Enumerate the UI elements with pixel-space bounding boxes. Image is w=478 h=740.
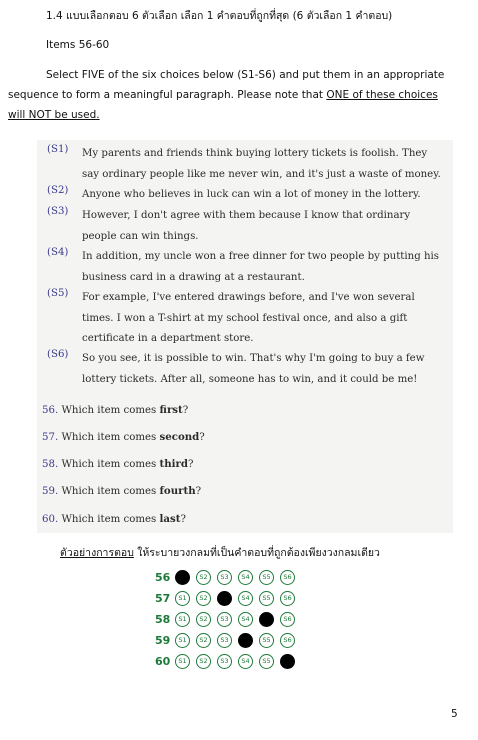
answer-bubble[interactable]: S1 (175, 654, 190, 669)
question-text: Which item comes (61, 486, 160, 497)
choice-text: For example, I've entered drawings before, and I've won several times. I won a T-shirt at my school festival once, and also a gift certificate in a department store. (82, 292, 415, 344)
choice-text: My parents and friends think buying lottery tickets is foolish. They say ordinary people like me never win, and it's just a waste of money. (82, 148, 441, 180)
question-mark: ? (199, 432, 205, 443)
instructions (8, 65, 458, 125)
answer-bubble[interactable]: S1 (175, 612, 190, 627)
question-mark: ? (182, 405, 189, 416)
answer-bubble[interactable]: S1 (175, 633, 190, 648)
answer-bubble[interactable]: S3 (217, 612, 232, 627)
question-text: Which item comes (61, 405, 160, 416)
answer-row (155, 570, 315, 588)
answer-row (155, 654, 315, 672)
items-label: Items 56-60 (46, 39, 110, 51)
question-number: 56. (42, 405, 59, 416)
choice-label: (S5) (47, 288, 69, 299)
answer-row-number: 57 (155, 592, 171, 605)
choice-label: (S6) (47, 349, 69, 360)
question-number: 60. (42, 514, 59, 525)
choice-s1 (37, 144, 447, 188)
answer-bubble[interactable]: S4 (238, 654, 253, 669)
choice-label: (S3) (47, 206, 69, 217)
example-label: ตัวอย่างการตอบ (60, 547, 134, 559)
question-image (37, 140, 453, 533)
question-keyword: second (159, 431, 200, 443)
question-59 (42, 485, 201, 497)
answer-bubble-filled[interactable]: S6 (280, 654, 295, 669)
example-text: ให้ระบายวงกลมที่เป็นคำตอบที่ถูกต้องเพียงวงกลมเดียว (133, 547, 380, 559)
answer-bubble-filled[interactable]: S5 (259, 612, 274, 627)
choice-text: So you see, it is possible to win. That's why I'm going to buy a few lottery tickets. After all, someone has to win, and it could be me! (82, 353, 425, 385)
answer-row-number: 59 (155, 634, 171, 647)
answer-bubble-filled[interactable]: S4 (238, 633, 253, 648)
question-keyword: third (159, 458, 189, 470)
instruction-text: Select FIVE of the six choices below (S1-S6) and put them in an appropriate sequence to form a meaningful paragraph. Please note that (8, 69, 445, 101)
answer-bubble[interactable]: S2 (196, 633, 211, 648)
question-number: 57. (42, 432, 59, 443)
answer-bubble[interactable]: S4 (238, 591, 253, 606)
choice-label: (S2) (47, 185, 69, 196)
answer-bubble[interactable]: S5 (259, 654, 274, 669)
answer-row (155, 612, 315, 630)
choice-s6 (37, 349, 447, 393)
answer-bubble[interactable]: S4 (238, 612, 253, 627)
choice-text: In addition, my uncle won a free dinner for two people by putting his business card in a drawing at a restaurant. (82, 251, 440, 283)
instruction-note: ONE of these choices will NOT be used. (8, 89, 438, 121)
answer-bubble[interactable]: S6 (280, 633, 295, 648)
answer-bubble[interactable]: S3 (217, 654, 232, 669)
question-57 (42, 431, 205, 443)
choice-text: However, I don't agree with them because I know that ordinary people can win things. (82, 210, 411, 242)
example-instruction (60, 544, 380, 561)
question-keyword: last (159, 513, 181, 525)
page-number: 5 (451, 708, 458, 720)
choice-s4 (37, 247, 447, 291)
answer-bubble[interactable]: S3 (217, 633, 232, 648)
question-keyword: first (159, 404, 183, 416)
answer-bubble[interactable]: S2 (196, 591, 211, 606)
question-keyword: fourth (159, 485, 196, 497)
answer-row-number: 60 (155, 655, 171, 668)
question-mark: ? (195, 486, 202, 497)
choice-s2 (37, 185, 447, 207)
question-text: Which item comes (61, 459, 160, 470)
choice-text: Anyone who believes in luck can win a lot of money in the lottery. (82, 189, 421, 200)
section-heading: 1.4 แบบเลือกตอบ 6 ตัวเลือก เลือก 1 คำตอบที่ถูกที่สุด (6 ตัวเลือก 1 คำตอบ) (46, 10, 393, 22)
question-60 (42, 513, 186, 525)
answer-bubble[interactable]: S6 (280, 570, 295, 585)
answer-bubble[interactable]: S2 (196, 612, 211, 627)
question-number: 59. (42, 486, 59, 497)
answer-bubble[interactable]: S6 (280, 612, 295, 627)
answer-bubble[interactable]: S3 (217, 570, 232, 585)
answer-row-number: 56 (155, 571, 171, 584)
answer-row-number: 58 (155, 613, 171, 626)
answer-bubble[interactable]: S4 (238, 570, 253, 585)
question-58 (42, 458, 193, 470)
answer-bubble[interactable]: S6 (280, 591, 295, 606)
question-text: Which item comes (61, 432, 160, 443)
question-56 (42, 404, 188, 416)
question-mark: ? (188, 459, 194, 470)
answer-bubble[interactable]: S2 (196, 654, 211, 669)
answer-bubble[interactable]: S5 (259, 591, 274, 606)
question-text: Which item comes (61, 514, 160, 525)
answer-bubble[interactable]: S1 (175, 591, 190, 606)
answer-row (155, 633, 315, 651)
choice-label: (S1) (47, 144, 69, 155)
answer-row (155, 591, 315, 609)
choice-label: (S4) (47, 247, 69, 258)
answer-bubble[interactable]: S2 (196, 570, 211, 585)
answer-bubble[interactable]: S5 (259, 633, 274, 648)
choice-s5 (37, 288, 447, 352)
answer-bubble[interactable]: S5 (259, 570, 274, 585)
question-number: 58. (42, 459, 59, 470)
answer-bubble-filled[interactable]: S3 (217, 591, 232, 606)
choice-s3 (37, 206, 447, 250)
question-mark: ? (180, 514, 186, 525)
answer-bubble-filled[interactable]: S1 (175, 570, 190, 585)
